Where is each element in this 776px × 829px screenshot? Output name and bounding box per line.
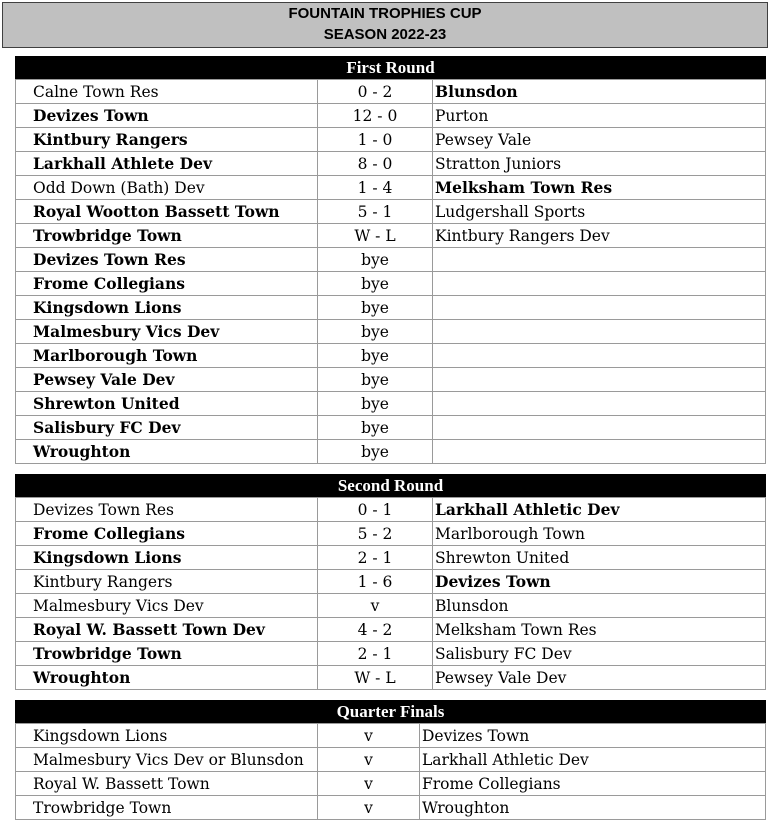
away-team: Devizes Town <box>433 570 766 594</box>
away-team: Devizes Town <box>420 724 766 748</box>
score: W - L <box>318 224 433 248</box>
fixture-row <box>16 392 766 416</box>
away-team: Salisbury FC Dev <box>433 642 766 666</box>
score: v <box>318 724 420 748</box>
season-label: SEASON 2022-23 <box>323 26 447 43</box>
away-team: Pewsey Vale Dev <box>433 666 766 690</box>
score: v <box>318 772 420 796</box>
away-team: Purton <box>433 104 766 128</box>
quarter-finals-section <box>15 700 766 820</box>
fixture-row <box>16 594 766 618</box>
score: 12 - 0 <box>318 104 433 128</box>
score: 4 - 2 <box>318 618 433 642</box>
fixture-row <box>16 248 766 272</box>
fixture-row <box>16 272 766 296</box>
score: v <box>318 594 433 618</box>
score: bye <box>318 440 433 464</box>
fixture-row <box>16 498 766 522</box>
away-team <box>433 272 766 296</box>
home-team: Royal W. Bassett Town <box>16 772 318 796</box>
score: 8 - 0 <box>318 152 433 176</box>
fixture-row <box>16 104 766 128</box>
fixture-row <box>16 522 766 546</box>
away-team <box>433 440 766 464</box>
home-team: Kingsdown Lions <box>16 724 318 748</box>
score: 0 - 2 <box>318 80 433 104</box>
score: 0 - 1 <box>318 498 433 522</box>
fixture-row <box>16 618 766 642</box>
away-team: Ludgershall Sports <box>433 200 766 224</box>
fixture-row <box>16 128 766 152</box>
fixture-row <box>16 320 766 344</box>
round-header: Second Round <box>15 474 766 497</box>
score: 1 - 0 <box>318 128 433 152</box>
home-team: Royal W. Bassett Town Dev <box>16 618 318 642</box>
away-team: Blunsdon <box>433 594 766 618</box>
round-header: Quarter Finals <box>15 700 766 723</box>
home-team: Kingsdown Lions <box>16 296 318 320</box>
fixture-row <box>16 152 766 176</box>
fixture-row <box>16 440 766 464</box>
score: 1 - 4 <box>318 176 433 200</box>
fixtures-table <box>15 79 766 464</box>
fixture-row <box>16 176 766 200</box>
home-team: Wroughton <box>16 666 318 690</box>
away-team <box>433 248 766 272</box>
fixtures-table <box>15 497 766 690</box>
home-team: Frome Collegians <box>16 272 318 296</box>
away-team: Melksham Town Res <box>433 618 766 642</box>
fixture-row <box>16 570 766 594</box>
home-team: Trowbridge Town <box>16 642 318 666</box>
home-team: Kintbury Rangers <box>16 128 318 152</box>
away-team: Blunsdon <box>433 80 766 104</box>
home-team: Trowbridge Town <box>16 224 318 248</box>
score: bye <box>318 416 433 440</box>
score: 5 - 1 <box>318 200 433 224</box>
away-team <box>433 416 766 440</box>
score: v <box>318 748 420 772</box>
fixture-row <box>16 224 766 248</box>
fixture-row <box>16 724 766 748</box>
page-title: FOUNTAIN TROPHIES CUP <box>288 5 482 22</box>
fixture-row <box>16 416 766 440</box>
home-team: Salisbury FC Dev <box>16 416 318 440</box>
home-team: Marlborough Town <box>16 344 318 368</box>
home-team: Larkhall Athlete Dev <box>16 152 318 176</box>
fixture-row <box>16 344 766 368</box>
away-team: Frome Collegians <box>420 772 766 796</box>
score: 2 - 1 <box>318 546 433 570</box>
fixture-row <box>16 546 766 570</box>
second-round-section <box>15 474 766 690</box>
home-team: Calne Town Res <box>16 80 318 104</box>
home-team: Pewsey Vale Dev <box>16 368 318 392</box>
home-team: Frome Collegians <box>16 522 318 546</box>
fixture-row <box>16 748 766 772</box>
score: 1 - 6 <box>318 570 433 594</box>
home-team: Trowbridge Town <box>16 796 318 820</box>
fixture-row <box>16 296 766 320</box>
score: bye <box>318 320 433 344</box>
away-team <box>433 368 766 392</box>
home-team: Malmesbury Vics Dev or Blunsdon <box>16 748 318 772</box>
away-team <box>433 320 766 344</box>
fixture-row <box>16 666 766 690</box>
fixture-row <box>16 200 766 224</box>
score: bye <box>318 296 433 320</box>
fixtures-table <box>15 723 766 820</box>
home-team: Kingsdown Lions <box>16 546 318 570</box>
home-team: Malmesbury Vics Dev <box>16 320 318 344</box>
fixture-row <box>16 642 766 666</box>
fixture-row <box>16 80 766 104</box>
fixture-row <box>16 796 766 820</box>
home-team: Kintbury Rangers <box>16 570 318 594</box>
home-team: Shrewton United <box>16 392 318 416</box>
round-header: First Round <box>15 56 766 79</box>
away-team: Stratton Juniors <box>433 152 766 176</box>
score: W - L <box>318 666 433 690</box>
away-team: Larkhall Athletic Dev <box>420 748 766 772</box>
home-team: Malmesbury Vics Dev <box>16 594 318 618</box>
away-team: Kintbury Rangers Dev <box>433 224 766 248</box>
away-team: Pewsey Vale <box>433 128 766 152</box>
away-team <box>433 344 766 368</box>
score: bye <box>318 248 433 272</box>
away-team: Shrewton United <box>433 546 766 570</box>
score: bye <box>318 392 433 416</box>
score: v <box>318 796 420 820</box>
away-team: Melksham Town Res <box>433 176 766 200</box>
score: bye <box>318 368 433 392</box>
score: bye <box>318 272 433 296</box>
first-round-section <box>15 56 766 464</box>
home-team: Odd Down (Bath) Dev <box>16 176 318 200</box>
score: 5 - 2 <box>318 522 433 546</box>
score: bye <box>318 344 433 368</box>
score: 2 - 1 <box>318 642 433 666</box>
away-team: Larkhall Athletic Dev <box>433 498 766 522</box>
home-team: Wroughton <box>16 440 318 464</box>
fixture-row <box>16 772 766 796</box>
home-team: Devizes Town Res <box>16 498 318 522</box>
home-team: Royal Wootton Bassett Town <box>16 200 318 224</box>
home-team: Devizes Town Res <box>16 248 318 272</box>
away-team: Wroughton <box>420 796 766 820</box>
title-box <box>2 2 768 48</box>
away-team <box>433 296 766 320</box>
away-team <box>433 392 766 416</box>
fixture-row <box>16 368 766 392</box>
away-team: Marlborough Town <box>433 522 766 546</box>
home-team: Devizes Town <box>16 104 318 128</box>
